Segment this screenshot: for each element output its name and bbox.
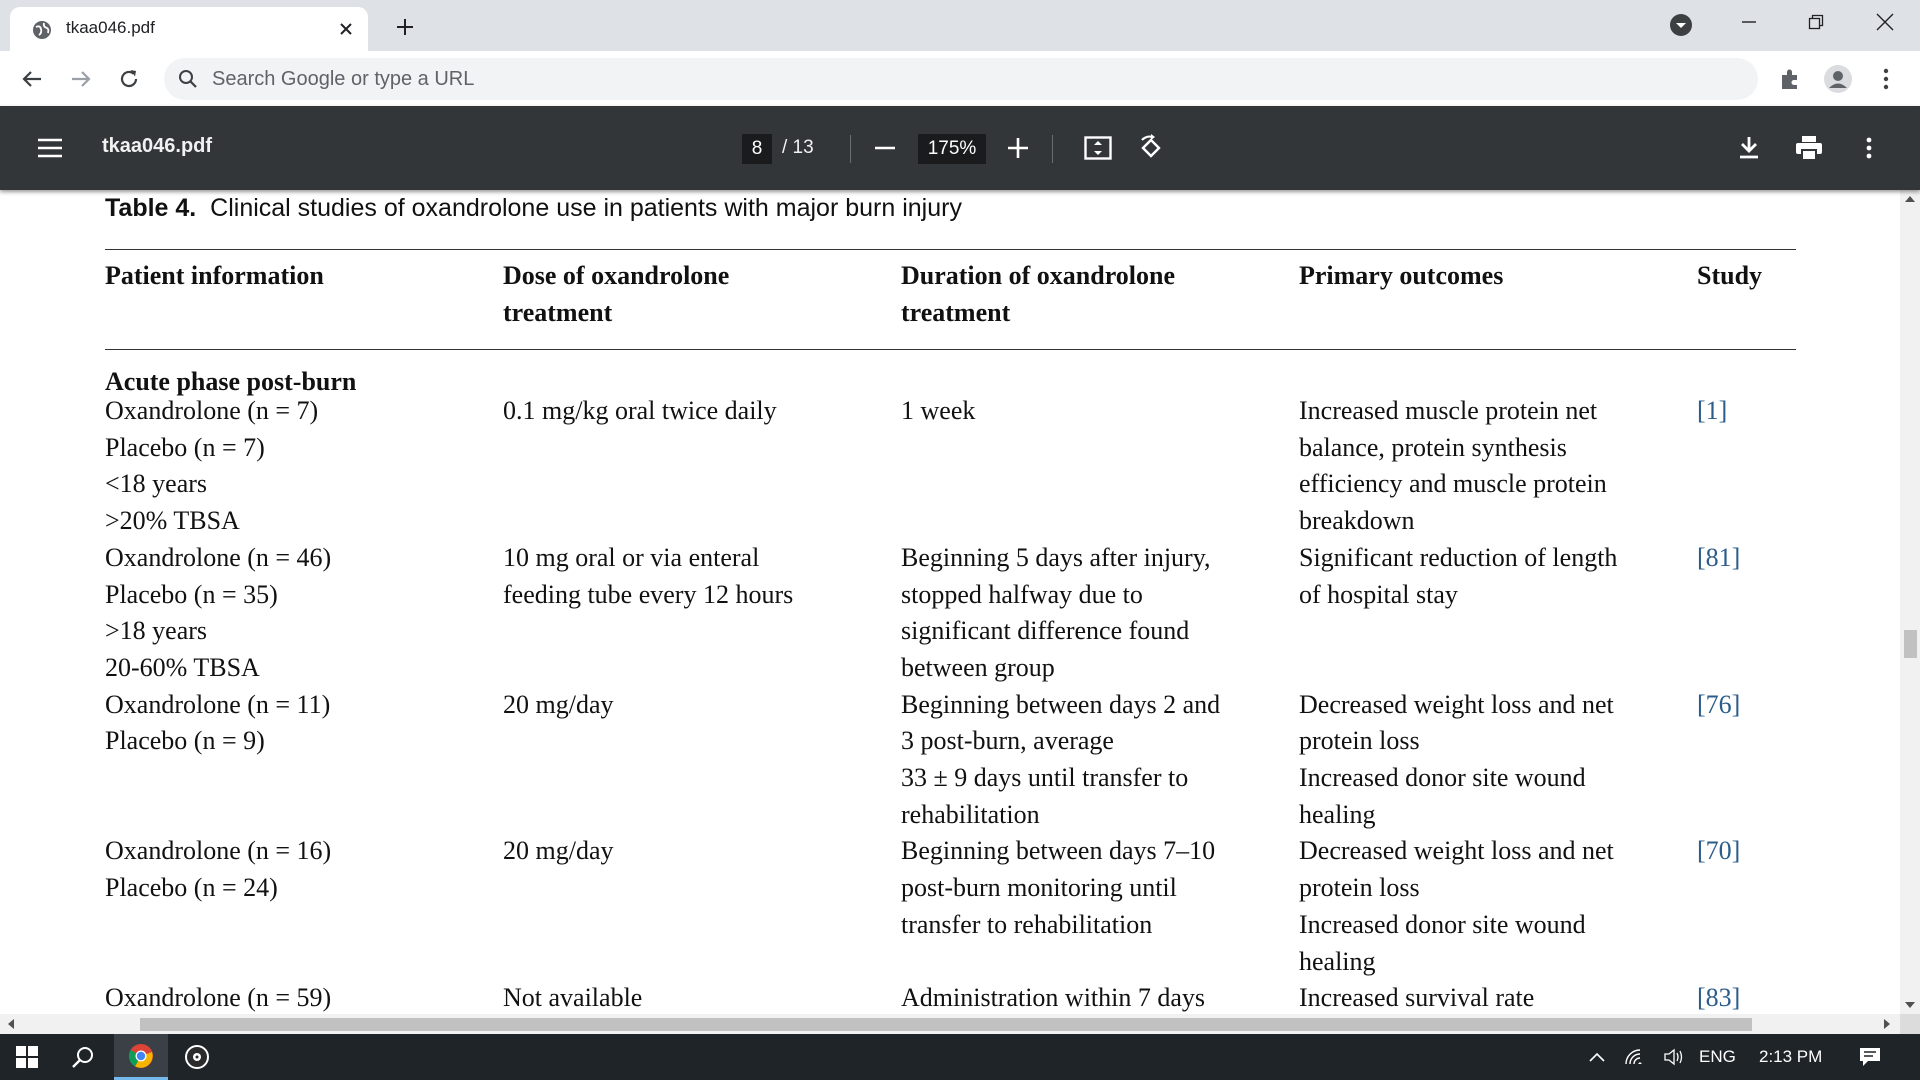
cell-line: Oxandrolone (n = 16)	[105, 836, 332, 866]
cell-duration	[901, 393, 975, 430]
cell-line: Beginning between days 7–10	[901, 836, 1216, 866]
vertical-scroll-thumb[interactable]	[1904, 630, 1917, 658]
cell-line: protein loss	[1299, 873, 1420, 903]
cell-line: Oxandrolone (n = 11)	[105, 689, 331, 719]
cell-line: 1 week	[901, 396, 976, 425]
cell-line: Placebo (n = 35)	[105, 579, 278, 609]
cell-line: 20-60% TBSA	[105, 652, 260, 682]
cell-line: Placebo (n = 9)	[105, 726, 265, 756]
pdf-toolbar	[0, 106, 1920, 190]
cell-patient	[105, 540, 331, 687]
cell-outcomes	[1299, 980, 1534, 1014]
cell-line: Placebo (n = 24)	[105, 873, 278, 903]
cell-line: Not available	[503, 983, 643, 1013]
forward-icon[interactable]	[66, 64, 96, 94]
cell-line: >18 years	[105, 616, 208, 646]
study-reference-link[interactable]: [81]	[1697, 542, 1741, 572]
cell-dose	[503, 393, 777, 430]
table-header-rule	[105, 349, 1796, 350]
cell-dose	[503, 980, 642, 1014]
cell-line: >20% TBSA	[105, 506, 240, 536]
cell-line: 10 mg oral or via enteral	[503, 542, 760, 572]
cell-line: 20 mg/day	[503, 689, 614, 719]
cell-line: breakdown	[1299, 506, 1415, 536]
cell-outcomes	[1299, 540, 1617, 613]
zoom-in-icon[interactable]	[1001, 131, 1035, 165]
media-app-taskbar-icon[interactable]	[170, 1034, 224, 1080]
header-study: Study	[1697, 261, 1763, 290]
cell-patient	[105, 687, 330, 760]
taskbar-search-icon[interactable]	[56, 1034, 110, 1080]
cell-dose	[503, 833, 614, 870]
windows-start-icon[interactable]	[0, 1034, 54, 1080]
cell-duration	[901, 540, 1211, 687]
notifications-icon[interactable]	[1846, 1034, 1894, 1080]
fit-to-page-icon[interactable]	[1081, 131, 1115, 165]
cell-patient	[105, 393, 318, 540]
cell-line: efficiency and muscle protein	[1299, 469, 1607, 499]
tab-strip	[0, 0, 1920, 51]
cell-duration	[901, 687, 1220, 834]
browser-toolbar	[0, 51, 1920, 106]
download-icon[interactable]	[1732, 131, 1766, 165]
header-primary-outcomes: Primary outcomes	[1299, 261, 1504, 290]
header-duration: Duration of oxandrolone treatment	[901, 261, 1175, 327]
cell-line: 33 ± 9 days until transfer to	[901, 763, 1189, 792]
study-reference-link[interactable]: [76]	[1697, 689, 1741, 719]
study-reference-link[interactable]: [70]	[1697, 836, 1741, 866]
minimize-icon[interactable]	[1726, 4, 1772, 40]
windows-taskbar	[0, 1034, 1920, 1080]
cell-line: Increased survival rate	[1299, 983, 1535, 1013]
cell-dose	[503, 687, 614, 724]
extensions-icon[interactable]	[1774, 63, 1806, 95]
browser-menu-icon[interactable]	[1870, 63, 1902, 95]
tab-title: tkaa046.pdf	[66, 18, 155, 37]
sidebar-menu-icon[interactable]	[34, 132, 66, 164]
horizontal-scrollbar[interactable]	[0, 1014, 1900, 1034]
table-caption-text: Clinical studies of oxandrolone use in patients with major burn injury	[210, 194, 962, 222]
page-number-input[interactable]: 8	[742, 134, 772, 164]
cell-line: significant difference found	[901, 616, 1190, 646]
close-window-icon[interactable]	[1862, 4, 1908, 40]
cell-line: stopped halfway due to	[901, 579, 1143, 609]
cell-line: Decreased weight loss and net	[1299, 689, 1614, 719]
study-reference-link[interactable]: [83]	[1697, 983, 1741, 1013]
cell-line: healing	[1299, 799, 1376, 829]
cell-line: feeding tube every 12 hours	[503, 579, 794, 609]
cell-patient	[105, 980, 331, 1014]
cell-patient	[105, 833, 331, 906]
cell-line: rehabilitation	[901, 799, 1040, 829]
zoom-out-icon[interactable]	[868, 131, 902, 165]
cell-dose	[503, 540, 793, 613]
search-icon	[178, 69, 198, 89]
study-reference-link[interactable]: [1]	[1697, 396, 1728, 425]
toolbar-divider	[1052, 135, 1053, 163]
cell-line: post-burn monitoring until	[901, 873, 1177, 903]
scroll-up-icon[interactable]	[1900, 190, 1920, 208]
pdf-file-name: tkaa046.pdf	[102, 135, 213, 157]
scroll-right-icon[interactable]	[1878, 1014, 1896, 1034]
cell-line: Placebo (n = 7)	[105, 432, 265, 462]
print-icon[interactable]	[1792, 131, 1826, 165]
cell-duration	[901, 833, 1215, 943]
scrollbar-corner	[1900, 1014, 1920, 1034]
cell-line: <18 years	[105, 469, 208, 499]
language-indicator[interactable]: ENG	[1699, 1047, 1736, 1066]
cell-line: of hospital stay	[1299, 579, 1458, 609]
section-title: Acute phase post-burn	[105, 367, 357, 396]
rotate-icon[interactable]	[1134, 131, 1168, 165]
cell-line: Decreased weight loss and net	[1299, 836, 1614, 866]
new-tab-button[interactable]	[390, 12, 420, 42]
cell-line: protein loss	[1299, 726, 1420, 756]
more-options-icon[interactable]	[1852, 131, 1886, 165]
close-tab-icon[interactable]	[334, 17, 358, 41]
cell-line: 3 post-burn, average	[901, 726, 1114, 756]
scroll-left-icon[interactable]	[2, 1014, 20, 1034]
address-input[interactable]	[212, 58, 1612, 100]
tab-search-icon[interactable]	[1668, 12, 1694, 38]
reload-icon[interactable]	[114, 64, 144, 94]
horizontal-scroll-thumb[interactable]	[140, 1018, 1752, 1031]
header-patient-information: Patient information	[105, 261, 324, 290]
restore-icon[interactable]	[1793, 4, 1839, 40]
page-total: / 13	[782, 137, 814, 158]
browser-tab[interactable]	[10, 7, 368, 51]
cell-duration	[901, 980, 1205, 1014]
cell-outcomes	[1299, 393, 1607, 540]
zoom-level-input[interactable]: 175%	[918, 134, 986, 164]
pdf-page	[0, 190, 1900, 1014]
cell-outcomes	[1299, 687, 1614, 834]
cell-line: Oxandrolone (n = 59)	[105, 983, 332, 1013]
cell-line: balance, protein synthesis	[1299, 432, 1567, 462]
table-caption	[105, 194, 962, 223]
cell-line: between group	[901, 652, 1055, 682]
volume-icon[interactable]	[1652, 1034, 1698, 1080]
cell-line: Increased donor site wound	[1299, 909, 1586, 939]
cell-line: 20 mg/day	[503, 836, 614, 866]
vertical-scrollbar[interactable]	[1900, 190, 1920, 1014]
scroll-down-icon[interactable]	[1900, 996, 1920, 1014]
cell-line: Increased donor site wound	[1299, 763, 1586, 792]
toolbar-divider	[850, 135, 851, 163]
taskbar-clock[interactable]: 2:13 PM	[1759, 1047, 1823, 1066]
cell-line: Increased muscle protein net	[1299, 396, 1598, 425]
table-caption-label: Table 4.	[105, 194, 197, 222]
cell-line: Significant reduction of length	[1299, 542, 1618, 572]
cell-line: Oxandrolone (n = 7)	[105, 396, 319, 425]
back-icon[interactable]	[17, 64, 47, 94]
cell-line: healing	[1299, 946, 1376, 976]
profile-avatar-icon[interactable]	[1822, 63, 1854, 95]
cell-outcomes	[1299, 833, 1614, 980]
cell-line: Beginning 5 days after injury,	[901, 542, 1211, 572]
chrome-taskbar-icon[interactable]	[114, 1034, 168, 1080]
cell-line: transfer to rehabilitation	[901, 909, 1153, 939]
cell-line: Beginning between days 2 and	[901, 689, 1221, 719]
cell-line: 0.1 mg/kg oral twice daily	[503, 396, 777, 425]
table-top-rule	[105, 249, 1796, 250]
globe-icon	[32, 20, 52, 40]
cell-line: Administration within 7 days	[901, 983, 1206, 1013]
omnibox[interactable]	[164, 58, 1758, 100]
header-dose: Dose of oxandrolone treatment	[503, 261, 730, 327]
cell-line: Oxandrolone (n = 46)	[105, 542, 332, 572]
pdf-viewport[interactable]	[0, 190, 1900, 1014]
